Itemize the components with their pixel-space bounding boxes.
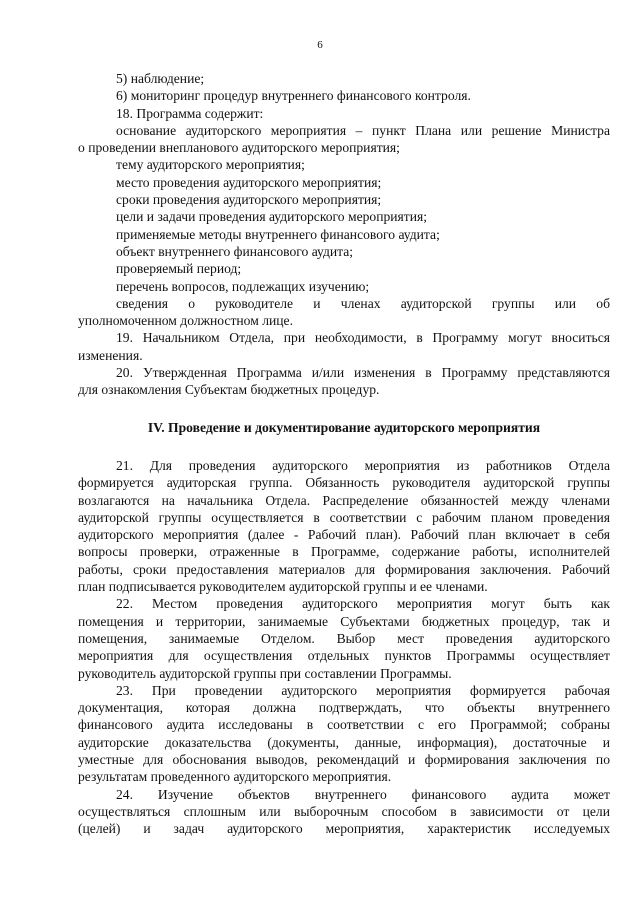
text-line: (целей) и задач аудиторского мероприятия, характеристик исследуемых: [78, 821, 610, 837]
text-line: вопросы проверки, отраженные в Программе, содержание работы, исполнителей: [78, 544, 610, 560]
text-line: цели и задачи проведения аудиторского мероприятия;: [116, 209, 428, 225]
text-line: 24. Изучение объектов внутреннего финансового аудита может: [116, 786, 610, 802]
text-line: помещения, занимаемые Отделом. Выбор мест проведения аудиторского: [78, 630, 610, 646]
text-line: результатам проведенного аудиторского мероприятия.: [78, 769, 392, 785]
section-heading: IV. Проведение и документирование аудиторского мероприятия: [147, 419, 541, 435]
paragraphs-before-heading: [78, 70, 610, 399]
text-line: место проведения аудиторского мероприятия;: [116, 174, 382, 190]
document-body: [78, 70, 610, 837]
text-line: помещения и территории, занимаемые Субъектами бюджетных процедур, так и: [78, 613, 610, 629]
text-line: применяемые методы внутреннего финансового аудита;: [116, 226, 440, 242]
text-line: объект внутреннего финансового аудита;: [116, 243, 354, 259]
text-line: 5) наблюдение;: [116, 71, 205, 86]
text-line: для ознакомления Субъектам бюджетных процедур.: [78, 382, 380, 398]
text-line: план подписывается руководителем аудиторской группы и ее членами.: [78, 579, 488, 595]
text-line: работы, сроки предоставления материалов для формирования заключения. Рабочий: [78, 561, 610, 577]
text-line: осуществляться сплошным или выборочным способом в зависимости от цели: [78, 803, 610, 819]
text-line: возлагаются на начальника Отдела. Распределение обязанностей между членами: [78, 492, 610, 508]
text-line: сроки проведения аудиторского мероприятия;: [116, 192, 382, 208]
text-line: аудиторской группы осуществляется в соответствии с рабочим планом проведения: [78, 509, 610, 525]
text-line: 18. Программа содержит:: [116, 105, 264, 121]
text-line: 23. При проведении аудиторского мероприятия формируется рабочая: [116, 682, 610, 698]
page-number: 6: [317, 39, 323, 51]
text-line: сведения о руководителе и членах аудиторской группы или об: [116, 295, 610, 311]
text-line: 19. Начальником Отдела, при необходимости, в Программу могут вноситься: [116, 330, 610, 346]
text-line: 22. Местом проведения аудиторского мероприятия могут быть как: [116, 596, 610, 612]
text-line: мероприятия для осуществления отдельных пунктов Программы осуществляет: [78, 648, 610, 664]
text-line: основание аудиторского мероприятия – пункт Плана или решение Министра: [116, 122, 610, 138]
text-line: документация, которая должна подтверждать, что объекты внутреннего: [78, 700, 610, 716]
paragraphs-after-heading: [78, 457, 610, 838]
text-line: формируется аудиторская группа. Обязанность руководителя аудиторской группы: [78, 475, 610, 491]
text-line: 21. Для проведения аудиторского мероприятия из работников Отдела: [116, 457, 610, 473]
text-line: проверяемый период;: [116, 261, 242, 277]
text-line: финансового аудита исследованы в соответствии с его Программой; собраны: [78, 717, 610, 733]
text-line: перечень вопросов, подлежащих изучению;: [116, 278, 370, 294]
text-line: аудиторские доказательства (документы, данные, информация), достаточные и: [78, 734, 610, 750]
text-line: изменения.: [78, 347, 143, 363]
text-line: 6) мониторинг процедур внутреннего финансового контроля.: [116, 88, 471, 104]
text-line: 20. Утвержденная Программа и/или изменения в Программу представляются: [116, 365, 610, 381]
text-line: руководитель аудиторской группы при составлении Программы.: [78, 665, 452, 681]
text-line: о проведении внепланового аудиторского мероприятия;: [78, 140, 400, 156]
text-line: уполномоченном должностном лице.: [78, 313, 293, 329]
text-line: аудиторского мероприятия (далее - Рабочий план). Рабочий план включает в себя: [78, 527, 610, 543]
text-line: тему аудиторского мероприятия;: [116, 157, 305, 173]
text-line: уместные для обоснования выводов, рекомендаций и формирования заключения по: [78, 751, 610, 767]
